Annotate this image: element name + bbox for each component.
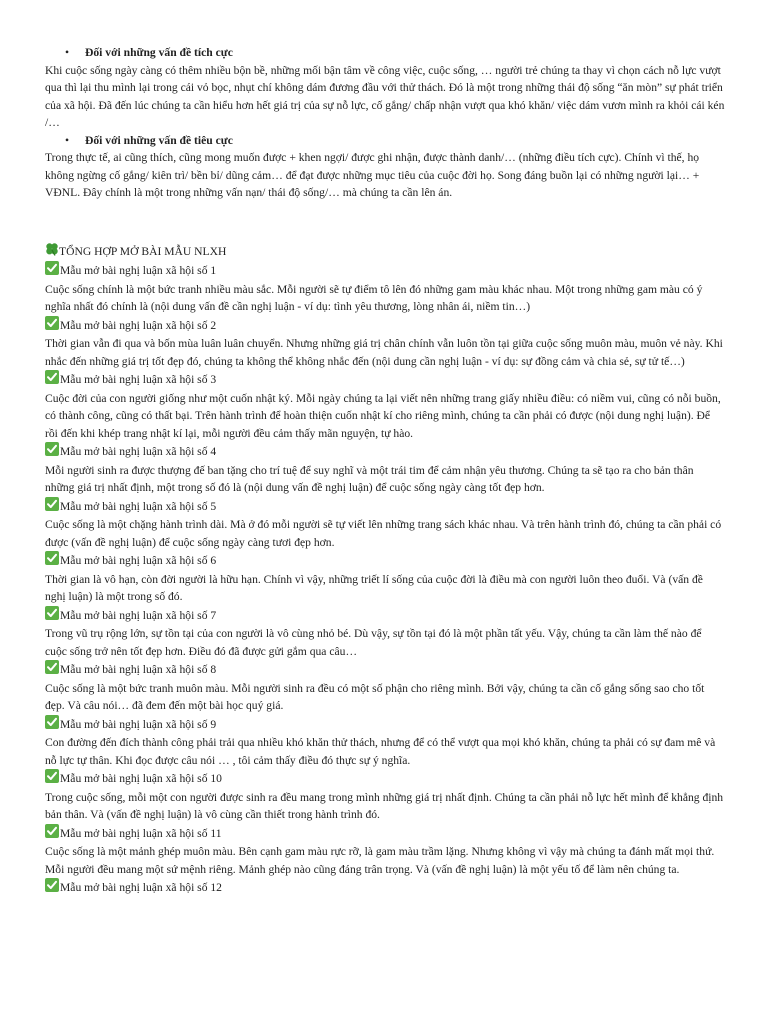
sample-title: Mẫu mở bài nghị luận xã hội số 1	[60, 264, 217, 277]
sample-heading	[45, 497, 725, 517]
sample-item	[45, 370, 725, 442]
sample-item	[45, 769, 725, 824]
check-mark-button-icon	[45, 660, 59, 680]
bullet-paragraph: Khi cuộc sống ngày càng có thêm nhiều bộn bề, những mối bận tâm về công việc, cuộc sống, … người trẻ chúng ta thay vì chọn cách nỗ lực vượt qua thì lại thu mình lại trong cái vỏ bọc, nhụt chí không dám đương đầu với thử thách. Đó là một trong những thái độ sống “ăn mòn” sự phát triển của xã hội. Đã đến lúc chúng ta cần hiểu hơn hết giá trị của sự nỗ lực, cố gắng/ chấp nhận vượt qua khó khăn/ việc dám vươn mình ra khỏi cái kén /…	[45, 63, 725, 129]
sample-paragraph: Thời gian vẫn đi qua và bốn mùa luân luân chuyển. Nhưng những giá trị chân chính vẫn luôn tồn tại giữa cuộc sống muôn màu, muôn vẻ này. Khi nhắc đến những giá trị tốt đẹp đó, chúng ta không thể không nhắc đến (nội dung cần nghị luận - ví dụ: sự đồng cảm và chia sẻ, sự tử tế…)	[45, 337, 723, 368]
section-heading	[45, 242, 725, 262]
four-leaf-clover-icon	[45, 242, 59, 262]
bullet-dot-icon: •	[65, 133, 70, 147]
sample-paragraph: Con đường đến đích thành công phải trải qua nhiều khó khăn thử thách, nhưng để có thể vượt qua mọi khó khăn, chúng ta phải có sự đam mê và nỗ lực tự thân. Khi đọc được câu nói … , tôi cảm thấy điều đó thực sự ý nghĩa.	[45, 736, 716, 767]
sample-paragraph: Cuộc sống là một bức tranh muôn màu. Mỗi người sinh ra đều có một số phận cho riêng mình. Bởi vậy, chúng ta cần cố gắng sống sao cho tốt đẹp. Và câu nói… đã đem đến một bài học quý giá.	[45, 681, 705, 712]
check-mark-button-icon	[45, 824, 59, 844]
sample-paragraph: Trong vũ trụ rộng lớn, sự tồn tại của con người là vô cùng nhỏ bé. Dù vậy, sự tồn tại đó là một phần tất yếu. Vậy, chúng ta cần làm thế nào để cuộc sống trở nên tốt đẹp hơn. Điều đó đã được gửi gắm qua câu…	[45, 627, 702, 658]
sample-heading	[45, 316, 725, 336]
sample-heading	[45, 878, 725, 898]
sample-heading	[45, 606, 725, 626]
sample-list	[45, 261, 725, 898]
sample-title: Mẫu mở bài nghị luận xã hội số 7	[60, 608, 217, 622]
sample-item	[45, 715, 725, 770]
sample-title: Mẫu mở bài nghị luận xã hội số 9	[60, 717, 217, 731]
check-mark-button-icon	[45, 261, 59, 281]
check-mark-button-icon	[45, 606, 59, 626]
sample-title: Mẫu mở bài nghị luận xã hội số 4	[60, 445, 217, 458]
sample-item	[45, 878, 725, 898]
sample-heading	[45, 660, 725, 680]
sample-title: Mẫu mở bài nghị luận xã hội số 2	[60, 318, 217, 332]
sample-paragraph: Cuộc đời của con người giống như một cuốn nhật ký. Mỗi ngày chúng ta lại viết nên những trang giấy nhiều điều: có niềm vui, cũng có nỗi buồn, có thành công, cũng có thất bại. Trên hành trình để hoàn thiện cuốn nhật kí cho riêng mình, chúng ta cần phải có được (nội dung nghị luận). Để rồi đến khi khép trang nhật kí lại, mỗi người đều cảm thấy mãn nguyện, tự hào.	[45, 391, 721, 440]
check-mark-button-icon	[45, 769, 59, 789]
bullet-heading	[65, 44, 725, 62]
bullet-heading	[65, 132, 725, 150]
check-mark-button-icon	[45, 370, 59, 390]
sample-paragraph: Trong cuộc sống, mỗi một con người được sinh ra đều mang trong mình những giá trị nhất định. Chúng ta cần phải nỗ lực hết mình để khẳng định bản thân. Và (vấn đề nghị luận) là vô cùng cần thiết trong hành trình đó.	[45, 790, 724, 821]
sample-heading	[45, 824, 725, 844]
check-mark-button-icon	[45, 878, 59, 898]
sample-title: Mẫu mở bài nghị luận xã hội số 3	[60, 373, 217, 386]
sample-title: Mẫu mở bài nghị luận xã hội số 8	[60, 663, 217, 676]
bullet-heading-text: Đối với những vấn đề tích cực	[85, 46, 233, 59]
sample-item	[45, 261, 725, 316]
check-mark-button-icon	[45, 442, 59, 462]
check-mark-button-icon	[45, 715, 59, 735]
spacer	[45, 202, 725, 242]
sample-heading	[45, 715, 725, 735]
sample-item	[45, 660, 725, 715]
sample-title: Mẫu mở bài nghị luận xã hội số 6	[60, 554, 217, 567]
sample-paragraph: Thời gian là vô hạn, còn đời người là hữu hạn. Chính vì vậy, những triết lí sống của cuộc đời là điều mà con người luôn theo đuổi. Và (vấn đề nghị luận) là một trong số đó.	[45, 572, 703, 603]
sample-paragraph: Cuộc sống là một chặng hành trình dài. Mà ở đó mỗi người sẽ tự viết lên những trang sách khác nhau. Và trên hành trình đó, chúng ta cần phải có được (vấn đề nghị luận) để cuộc sống ngày càng tươi đẹp hơn.	[45, 518, 722, 549]
check-mark-button-icon	[45, 316, 59, 336]
sample-heading	[45, 261, 725, 281]
sample-paragraph: Mỗi người sinh ra được thượng đế ban tặng cho trí tuệ để suy nghĩ và một trái tim để cảm nhận yêu thương. Chúng ta sẽ tạo ra cho bản thân những giá trị nhất định, một trong số đó là (nội dung vấn đề nghị luận) để cuộc sống ngày càng tốt đẹp hơn.	[45, 463, 694, 494]
sample-title: Mẫu mở bài nghị luận xã hội số 5	[60, 499, 217, 513]
sample-paragraph: Cuộc sống là một mảnh ghép muôn màu. Bên cạnh gam màu rực rỡ, là gam màu trầm lặng. Nhưng không vì vậy mà chúng ta đánh mất mọi thứ. Mỗi người đều mang một sứ mệnh riêng. Mảnh ghép nào cũng đáng trân trọng. Và (vấn đề nghị luận) là một yếu tố để làm nên chúng ta.	[45, 845, 715, 876]
check-mark-button-icon	[45, 551, 59, 571]
sample-title: Mẫu mở bài nghị luận xã hội số 11	[60, 826, 222, 840]
section-title: TỔNG HỢP MỞ BÀI MẪU NLXH	[59, 244, 227, 258]
bullet-dot-icon: •	[65, 46, 70, 59]
sample-item	[45, 551, 725, 606]
sample-heading	[45, 370, 725, 390]
sample-title: Mẫu mở bài nghị luận xã hội số 10	[60, 772, 222, 785]
sample-item	[45, 824, 725, 879]
sample-item	[45, 316, 725, 371]
sample-paragraph: Cuộc sống chính là một bức tranh nhiều màu sắc. Mỗi người sẽ tự điểm tô lên đó những gam màu khác nhau. Một trong những gam màu có ý nghĩa nhất đó chính là (nội dung vấn đề cần nghị luận - ví dụ: tình yêu thương, lòng nhân ái, niềm tin…)	[45, 282, 703, 313]
sample-heading	[45, 551, 725, 571]
document-content	[45, 44, 725, 898]
sample-item	[45, 606, 725, 661]
sample-heading	[45, 442, 725, 462]
bullet-heading-text: Đối với những vấn đề tiêu cực	[85, 133, 233, 147]
sample-item	[45, 497, 725, 552]
check-mark-button-icon	[45, 497, 59, 517]
sample-heading	[45, 769, 725, 789]
sample-item	[45, 442, 725, 497]
bullet-list	[45, 44, 725, 202]
sample-title: Mẫu mở bài nghị luận xã hội số 12	[60, 881, 222, 894]
bullet-paragraph: Trong thực tế, ai cũng thích, cũng mong muốn được + khen ngợi/ được ghi nhận, được thành danh/… (những điều tích cực). Chính vì thế, họ không ngừng cố gắng/ kiên trì/ bền bỉ/ dũng cảm… để đạt được những mục tiêu của cuộc đời họ. Song đáng buồn lại có những người lại… + VĐNL. Đây chính là một trong những vấn nạn/ thái độ sống/… mà chúng ta cần lên án.	[45, 151, 700, 199]
